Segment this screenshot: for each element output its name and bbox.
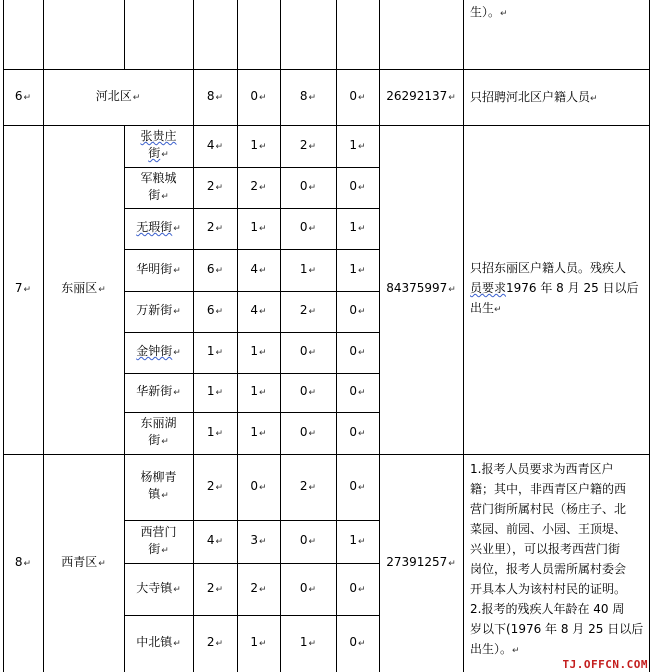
count-cell: 0↵ — [349, 424, 366, 439]
count-cell: 0↵ — [349, 384, 366, 398]
count-cell: 0↵ — [349, 580, 366, 595]
street-name: 杨柳青 镇↵ — [140, 470, 177, 501]
count-cell: 3↵ — [250, 533, 267, 547]
count-cell: 0↵ — [250, 88, 267, 103]
count-cell: 1↵ — [299, 635, 317, 649]
phone-cell: 84375997↵ — [386, 281, 456, 295]
continued-note: 生）。↵ — [470, 5, 508, 19]
count-cell: 6↵ — [206, 303, 224, 317]
count-cell: 0↵ — [349, 478, 366, 493]
count-cell: 0↵ — [349, 635, 366, 649]
count-cell: 1↵ — [349, 261, 366, 276]
count-cell: 2↵ — [206, 179, 224, 193]
street-name: 华明街↵ — [136, 261, 181, 276]
street-name: 华新街↵ — [136, 384, 181, 398]
count-cell: 2↵ — [299, 478, 317, 493]
street-name: 万新街↵ — [136, 303, 181, 317]
count-cell: 2↵ — [206, 220, 224, 234]
count-cell: 2↵ — [250, 580, 267, 595]
street-name: 东丽湖 街↵ — [140, 416, 177, 447]
count-cell: 0↵ — [299, 580, 317, 595]
count-cell: 4↵ — [250, 261, 267, 276]
count-cell: 1↵ — [250, 137, 267, 152]
count-cell: 1↵ — [206, 424, 224, 439]
street-name: 金钟街↵ — [136, 344, 181, 358]
count-cell: 1↵ — [250, 384, 267, 398]
district-name: 河北区↵ — [95, 88, 141, 103]
count-cell: 4↵ — [206, 137, 224, 152]
requirement-note: 只招东丽区户籍人员。残疾人 员要求1976 年 8 月 25 日以后 出生↵ — [470, 261, 639, 315]
count-cell: 4↵ — [250, 303, 267, 317]
phone-cell: 27391257↵ — [386, 554, 456, 569]
phone-cell: 26292137↵ — [386, 88, 456, 103]
count-cell: 2↵ — [206, 478, 224, 493]
street-name: 中北镇↵ — [136, 635, 181, 649]
column-divider — [463, 0, 464, 672]
count-cell: 0↵ — [299, 384, 317, 398]
count-cell: 1↵ — [349, 533, 366, 547]
count-cell: 1↵ — [250, 424, 267, 439]
count-cell: 1↵ — [206, 344, 224, 358]
count-cell: 1↵ — [250, 635, 267, 649]
district-name: 东丽区↵ — [61, 281, 106, 295]
count-cell: 2↵ — [250, 179, 267, 193]
watermark: TJ.OFFCN.COM — [562, 658, 648, 671]
count-cell: 0↵ — [349, 303, 366, 317]
requirement-note: 1.报考人员要求为西青区户 籍；其中，非西青区户籍的西 营门街所属村民（杨庄子、北 菜园、前园、小园、王顶堤、 兴业里），可以报考西营门街 岗位，报考人员需所属村委会 开具本人为该村村民的证明。 2.报考的残疾人年龄在 40 周 岁以下(1976 年 8 月 25 日以后 出生）。↵ — [470, 462, 644, 656]
count-cell: 0↵ — [299, 533, 317, 547]
count-cell: 0↵ — [299, 179, 317, 193]
street-name: 西营门 街↵ — [140, 524, 177, 556]
count-cell: 1↵ — [250, 344, 267, 358]
count-cell: 1↵ — [206, 384, 224, 398]
row-number: 6↵ — [14, 88, 32, 103]
street-name: 大寺镇↵ — [136, 580, 181, 595]
count-cell: 0↵ — [299, 424, 317, 439]
district-name: 西青区↵ — [61, 554, 106, 569]
row-number: 8↵ — [14, 554, 32, 569]
count-cell: 0↵ — [250, 478, 267, 493]
count-cell: 2↵ — [206, 580, 224, 595]
count-cell: 1↵ — [349, 137, 366, 152]
count-cell: 8↵ — [206, 88, 224, 103]
count-cell: 4↵ — [206, 533, 224, 547]
count-cell: 0↵ — [349, 179, 366, 193]
count-cell: 8↵ — [299, 88, 317, 103]
count-cell: 1↵ — [299, 261, 317, 276]
count-cell: 2↵ — [206, 635, 224, 649]
street-name: 无瑕街↵ — [136, 220, 181, 234]
row-number: 7↵ — [14, 281, 32, 295]
count-cell: 2↵ — [299, 137, 317, 152]
count-cell: 0↵ — [299, 220, 317, 234]
count-cell: 0↵ — [299, 344, 317, 358]
count-cell: 1↵ — [250, 220, 267, 234]
count-cell: 2↵ — [299, 303, 317, 317]
column-divider — [649, 0, 650, 672]
street-name: 张贵庄 街↵ — [140, 129, 177, 160]
count-cell: 1↵ — [349, 220, 366, 234]
count-cell: 0↵ — [349, 344, 366, 358]
requirement-note: 只招聘河北区户籍人员↵ — [470, 90, 598, 104]
street-name: 军粮城 街↵ — [140, 170, 177, 202]
count-cell: 0↵ — [349, 88, 366, 103]
count-cell: 6↵ — [206, 261, 224, 276]
